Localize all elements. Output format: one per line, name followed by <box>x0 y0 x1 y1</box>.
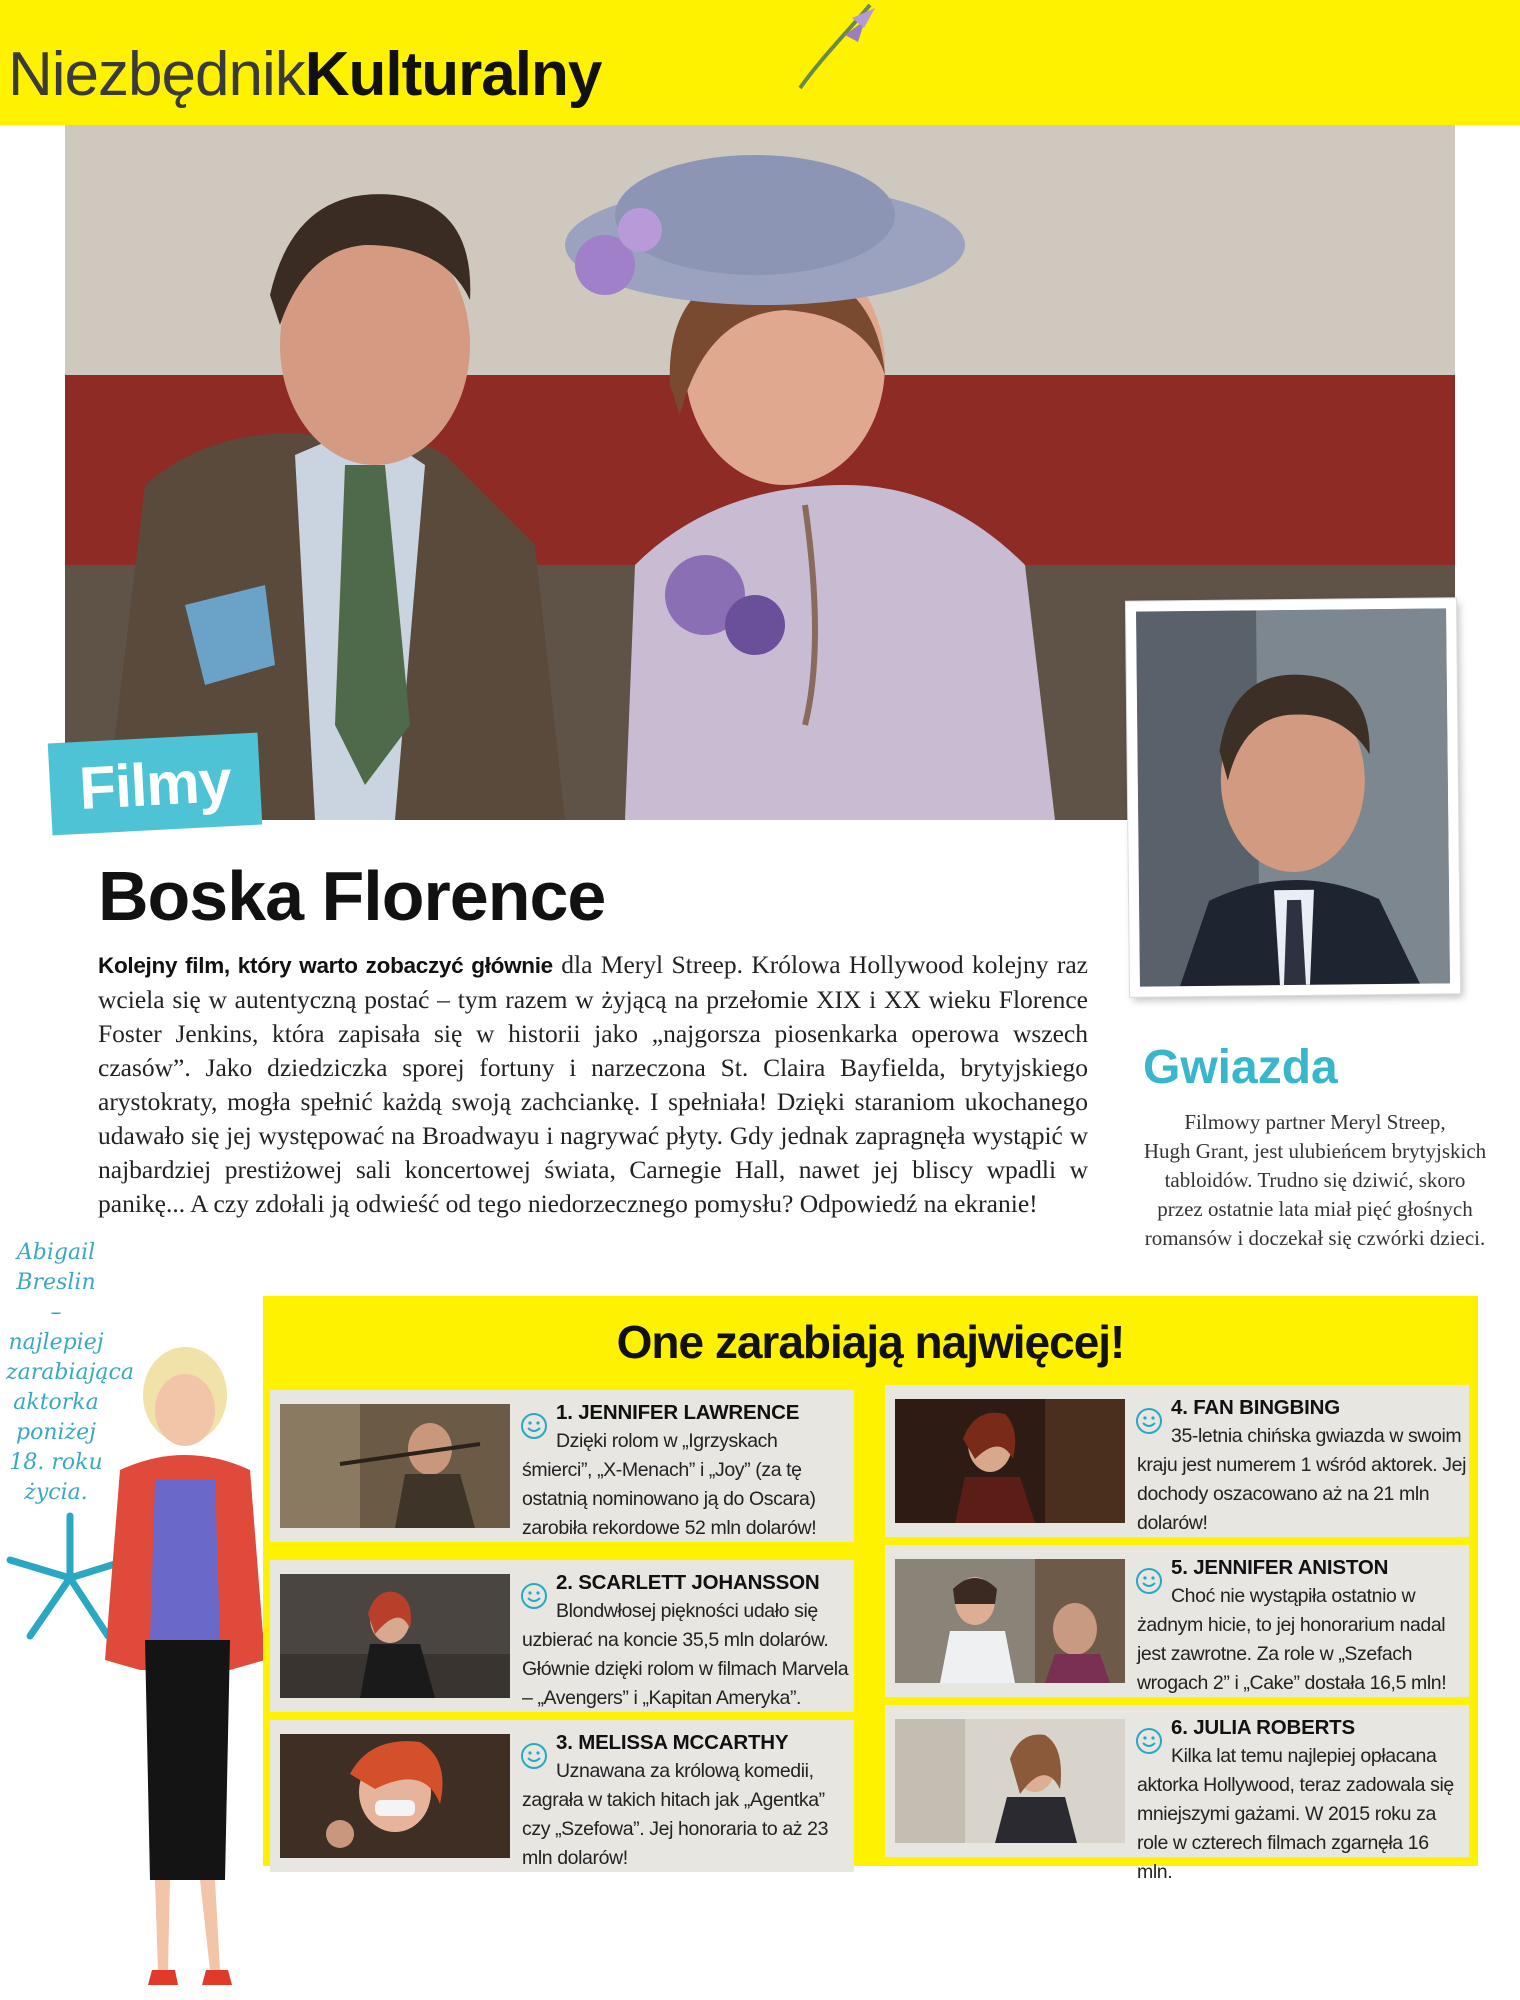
ranking-name: 5. JENNIFER ANISTON <box>1171 1556 1389 1579</box>
ranking-thumb-photo <box>895 1399 1125 1523</box>
ranking-name: 1. JENNIFER LAWRENCE <box>556 1401 800 1424</box>
ranking-thumb-photo <box>280 1404 510 1528</box>
film-title: Boska Florence <box>98 857 606 935</box>
section-tag <box>48 733 263 836</box>
ranking-item <box>885 1545 1469 1697</box>
article-text: dla Meryl Streep. Królowa Hollywood kolejny raz wciela się w autentyczną postać – tym razem w żyjącą na przełomie XIX i XX wieku Florence Foster Jenkins, która zapisała się w historii jako „najgorsza piosenkarka operowa wszech czasów”. Jako dziedziczka sporej fortuny i narzeczona St. Claira Bayfielda, brytyjskiego arystokraty, mogła spełnić każdą swoją zachciankę. I spełniała! Dzięki staraniom ukochanego udawało się jej występować na Broadwayu i nagrywać płyty. Gdy jednak zapragnęła wystąpić w najbardziej prestiżowej sali koncertowej świata, Carnegie Hall, nawet jej bliscy wpadli w panikę... A czy zdołali ją odwieść od tego niedorzecznego pomysłu? Odpowiedź na ekranie! <box>98 950 1088 1218</box>
ranking-desc: Choć nie wystąpiła ostatnio w żadnym hicie, to jej honorarium nadal jest zawrotne. Za role w „Szefach wrogach 2” i „Cake” dostała 16,5 mln! <box>1137 1585 1447 1694</box>
ranking-name: 4. FAN BINGBING <box>1171 1396 1340 1419</box>
flower-icon <box>790 0 880 90</box>
ranking-item <box>270 1720 854 1872</box>
star-section-title: Gwiazda <box>1143 1041 1338 1094</box>
ranking-thumb-photo <box>895 1559 1125 1683</box>
ranking-desc: Uznawana za królową komedii, zagrała w takich hitach jak „Agentka” czy „Szefowa”. Jej honoraria to aż 23 mln dolarów! <box>522 1760 829 1869</box>
ranking-item <box>885 1705 1469 1883</box>
ranking-item <box>270 1390 854 1542</box>
ranking-name: 3. MELISSA MCCARTHY <box>556 1731 789 1754</box>
ranking-thumb-photo <box>280 1734 510 1858</box>
magazine-section-title <box>8 40 602 109</box>
star-section-text: Filmowy partner Meryl Streep, Hugh Grant, jest ulubieńcem brytyjskich tabloidów. Trudno się dziwić, skoro przez ostatnie lata miał pięć głośnych romansów i doczekał się czwórki dzieci. <box>1143 1110 1487 1250</box>
masthead-bold: Kulturalny <box>304 40 602 109</box>
ranking-desc: Blondwłosej piękności udało się uzbierać na koncie 35,5 mln dolarów. Głównie dzięki rolom w filmach Marvela – „Avengers” i „Kapitan Ameryka”. <box>522 1600 849 1709</box>
ranking-name: 2. SCARLETT JOHANSSON <box>556 1571 820 1594</box>
ranking-thumb-photo <box>895 1719 1125 1843</box>
ranking-desc: Dzięki rolom w „Igrzyskach śmierci”, „X-Menach” i „Joy” (za tę ostatnią nominowano ją do Oscara) zarobiła rekordowe 52 mln dolarów! <box>522 1430 817 1539</box>
ranking-title: One zarabiają najwięcej! <box>616 1316 1125 1368</box>
ranking-name: 6. JULIA ROBERTS <box>1171 1716 1355 1739</box>
article-body <box>98 948 1088 1221</box>
ranking-desc: 35-letnia chińska gwiazda w swoim kraju jest numerem 1 wśród aktorek. Jej dochody oszacowano aż na 21 mln dolarów! <box>1137 1425 1467 1534</box>
ranking-item <box>270 1560 854 1712</box>
ranking-desc: Kilka lat temu najlepiej opłacana aktorka Hollywood, teraz zadowala się mniejszymi gażami. W 2015 roku za role w czterech filmach zgarnęła 16 mln. <box>1137 1745 1454 1883</box>
star-portrait-photo <box>1126 598 1460 996</box>
ranking-item <box>885 1385 1469 1537</box>
side-caption: Abigail Breslin – najlepiej zarabiająca aktorka poniżej 18. roku życia. <box>6 1240 134 1505</box>
section-tag-label: Filmy <box>77 746 233 822</box>
ranking-thumb-photo <box>280 1574 510 1698</box>
article-lead: Kolejny film, który warto zobaczyć głównie <box>98 953 553 978</box>
masthead-light: Niezbędnik <box>8 40 305 109</box>
